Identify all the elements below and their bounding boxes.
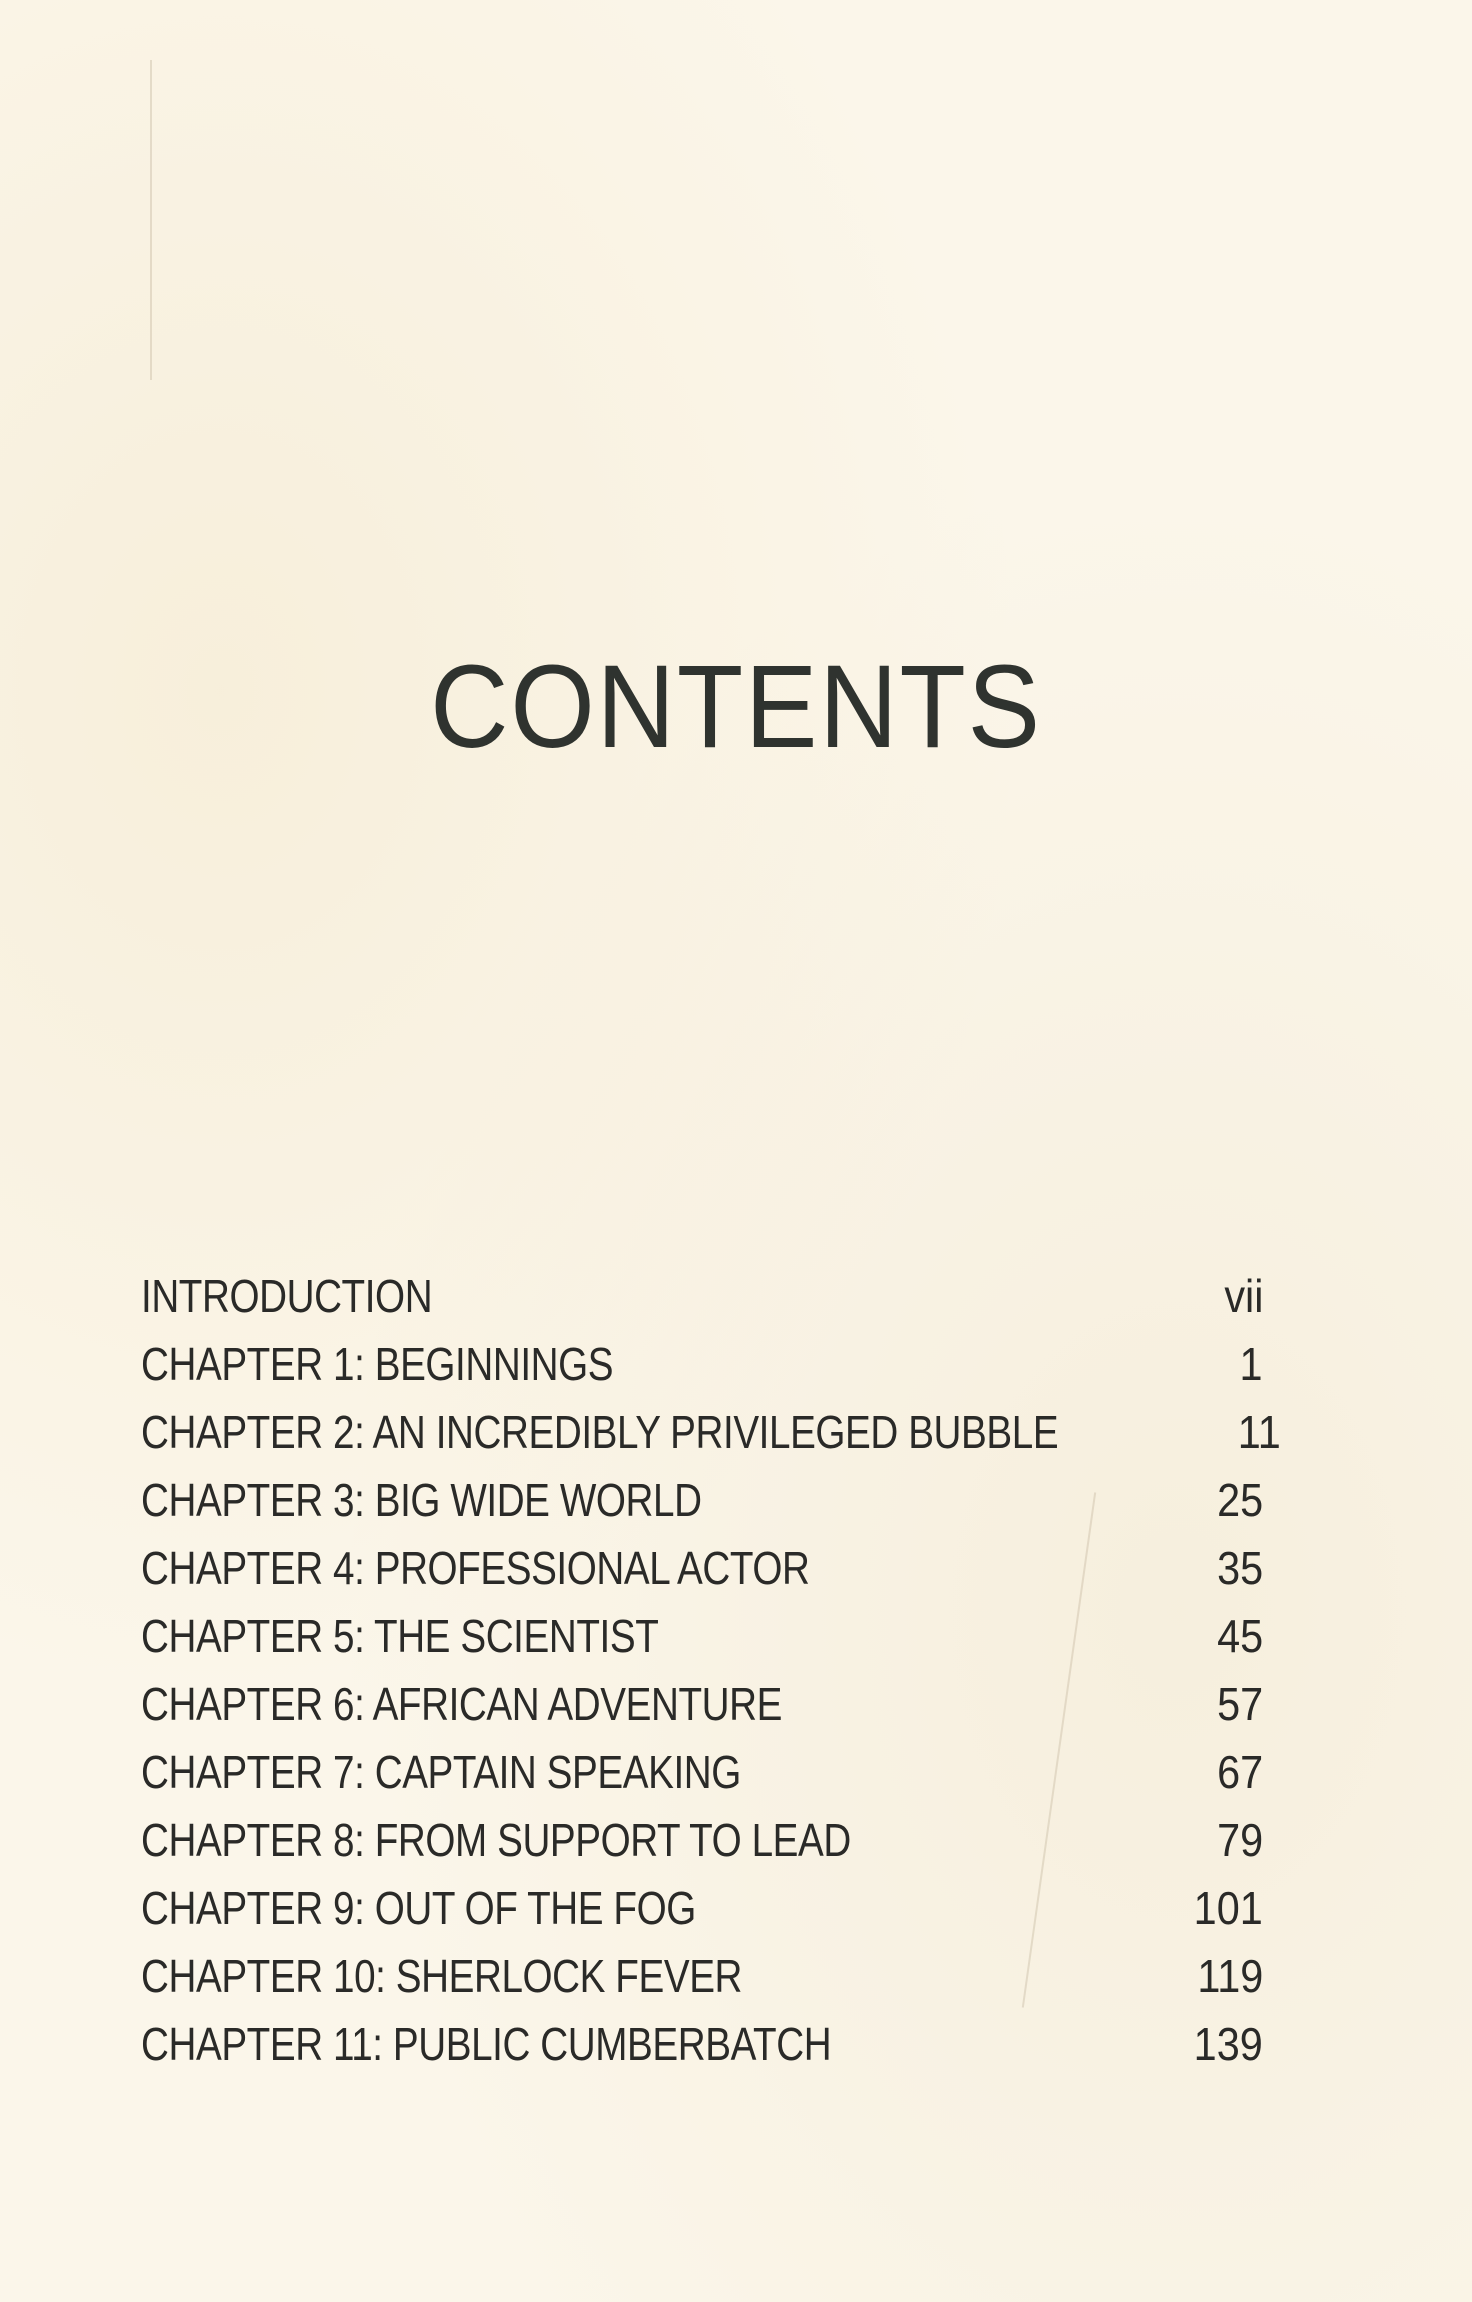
toc-entry-label: CHAPTER 7: CAPTAIN SPEAKING	[141, 1746, 741, 1798]
toc-entry-label: CHAPTER 4: PROFESSIONAL ACTOR	[141, 1542, 810, 1594]
toc-entry-page: 67	[1216, 1746, 1263, 1798]
toc-entry-label: CHAPTER 1: BEGINNINGS	[141, 1338, 614, 1390]
toc-entry-page: 25	[1216, 1474, 1263, 1526]
toc-entry-chapter-8	[141, 1806, 1263, 1874]
toc-entry-label: INTRODUCTION	[141, 1270, 433, 1322]
toc-entry-page: 79	[1216, 1814, 1263, 1866]
toc-entry-page: 119	[1196, 1950, 1263, 2002]
toc-entry-page: 139	[1193, 2018, 1263, 2070]
toc-entry-chapter-10	[141, 1942, 1263, 2010]
toc-entry-label: CHAPTER 11: PUBLIC CUMBERBATCH	[141, 2018, 832, 2070]
toc-entry-label: CHAPTER 9: OUT OF THE FOG	[141, 1882, 696, 1934]
toc-entry-label: CHAPTER 6: AFRICAN ADVENTURE	[141, 1678, 782, 1730]
toc-entry-page: 11	[1237, 1406, 1281, 1458]
toc-entry-page: 1	[1239, 1338, 1263, 1390]
page-title: CONTENTS	[430, 641, 1042, 774]
toc-entry-introduction	[141, 1262, 1263, 1330]
paper-crease	[150, 60, 152, 380]
toc-entry-label: CHAPTER 2: AN INCREDIBLY PRIVILEGED BUBBLE	[141, 1406, 1059, 1458]
toc-entry-label: CHAPTER 5: THE SCIENTIST	[141, 1610, 659, 1662]
toc-entry-chapter-5	[141, 1602, 1263, 1670]
toc-entry-chapter-3	[141, 1466, 1263, 1534]
toc-entry-label: CHAPTER 8: FROM SUPPORT TO LEAD	[141, 1814, 851, 1866]
toc-entry-page: vii	[1223, 1270, 1263, 1322]
toc-entry-chapter-1	[141, 1330, 1263, 1398]
toc-entry-chapter-11	[141, 2010, 1263, 2078]
toc-entry-page: 35	[1216, 1542, 1263, 1594]
toc-entry-label: CHAPTER 10: SHERLOCK FEVER	[141, 1950, 743, 2002]
toc-entry-chapter-7	[141, 1738, 1263, 1806]
toc-entry-chapter-2	[141, 1398, 1281, 1466]
toc-entry-page: 45	[1216, 1610, 1263, 1662]
table-of-contents	[141, 1262, 1281, 2078]
toc-entry-label: CHAPTER 3: BIG WIDE WORLD	[141, 1474, 702, 1526]
toc-entry-chapter-4	[141, 1534, 1263, 1602]
toc-entry-chapter-6	[141, 1670, 1263, 1738]
toc-entry-page: 57	[1216, 1678, 1263, 1730]
toc-entry-chapter-9	[141, 1874, 1263, 1942]
toc-entry-page: 101	[1193, 1882, 1263, 1934]
